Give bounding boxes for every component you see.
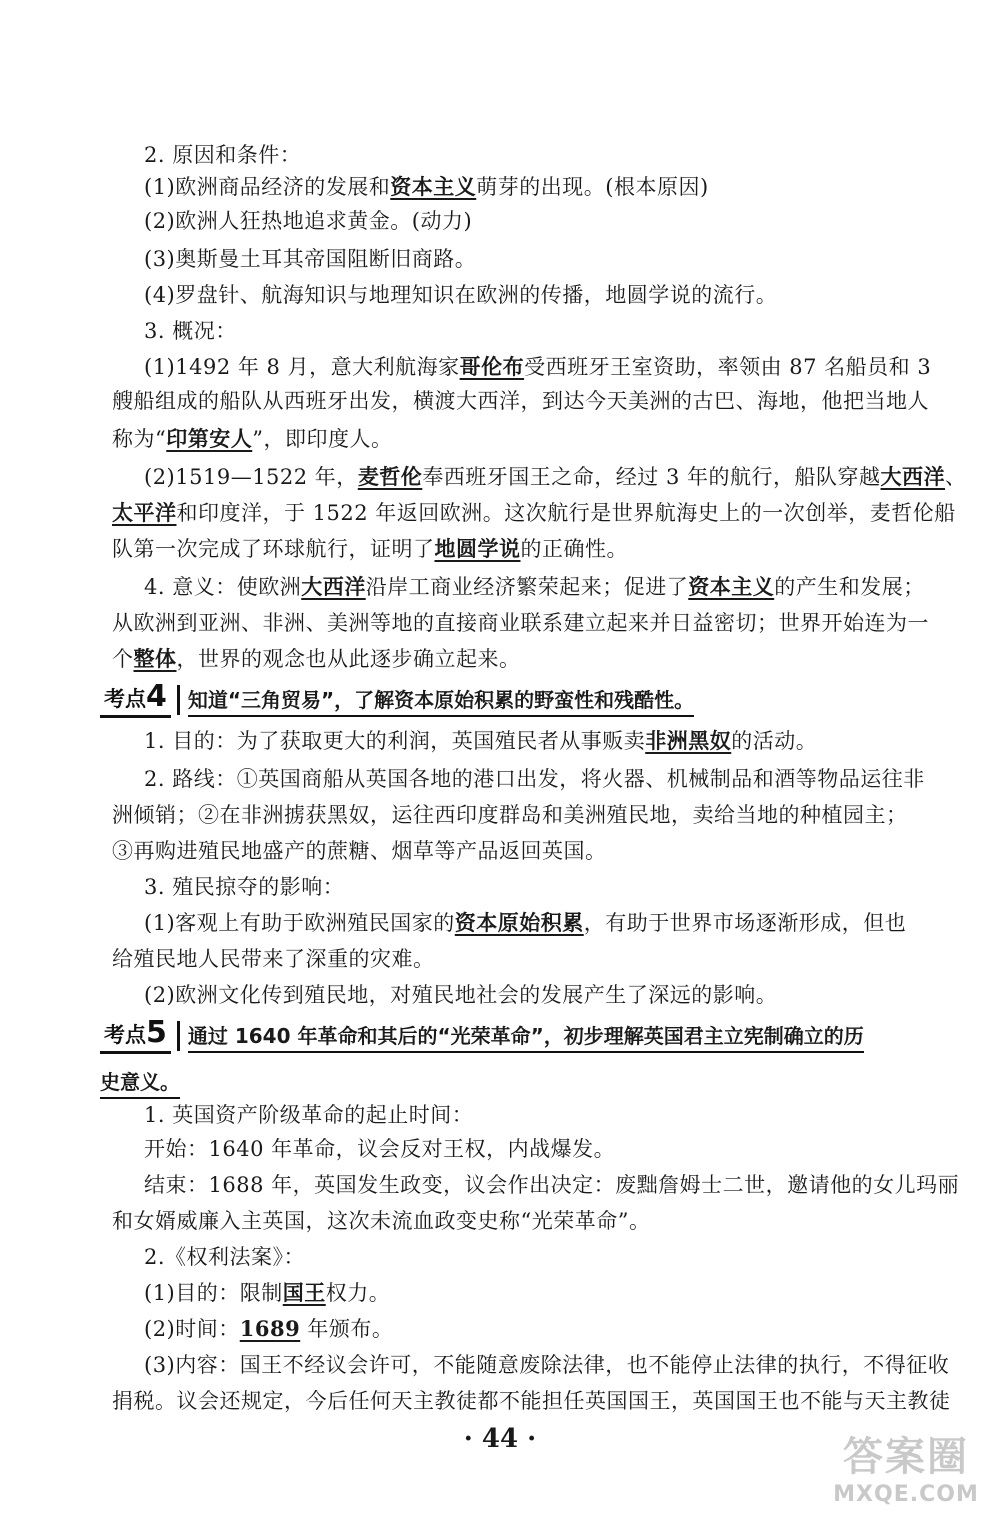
kaodian-label: 考点5	[100, 1018, 171, 1054]
kaodian-title-continued: 史意义。	[100, 1066, 180, 1099]
text-line: ③再购进殖民地盛产的蔗糖、烟草等产品返回英国。	[112, 839, 607, 863]
text-line: 1. 目的：为了获取更大的利润，英国殖民者从事贩卖非洲黑奴的活动。	[144, 728, 818, 753]
text-line: 给殖民地人民带来了深重的灾难。	[112, 947, 435, 971]
text-line: (2)欧洲文化传到殖民地，对殖民地社会的发展产生了深远的影响。	[144, 983, 778, 1007]
text-line: (3)内容：国王不经议会许可，不能随意废除法律，也不能停止法律的执行，不得征收	[144, 1353, 950, 1377]
text-line: 2. 路线：①英国商船从英国各地的港口出发，将火器、机械制品和酒等物品运往非	[144, 767, 925, 791]
text-line: 队第一次完成了环球航行，证明了地圆学说的正确性。	[112, 536, 628, 561]
text-line: (1)客观上有助于欧洲殖民国家的资本原始积累，有助于世界市场逐渐形成，但也	[144, 910, 907, 935]
text-line: (1)目的：限制国王权力。	[144, 1280, 391, 1305]
text-line: 从欧洲到亚洲、非洲、美洲等地的直接商业联系建立起来并日益密切；世界开始连为一	[112, 611, 929, 635]
text-line: 1. 英国资产阶级革命的起止时间：	[144, 1103, 474, 1127]
key-term: 非洲黑奴	[645, 728, 732, 753]
text-line: 4. 意义：使欧洲大西洋沿岸工商业经济繁荣起来；促进了资本主义的产生和发展；	[144, 574, 925, 599]
text-line: 和女婿威廉入主英国，这次未流血政变史称“光荣革命”。	[112, 1209, 651, 1233]
key-term: 哥伦布	[459, 354, 525, 379]
key-term: 资本原始积累	[454, 910, 584, 935]
text-line: 开始：1640 年革命，议会反对王权，内战爆发。	[144, 1137, 616, 1161]
text-line: 3. 殖民掠夺的影响：	[144, 875, 345, 899]
key-term: 地圆学说	[434, 536, 521, 561]
key-term: 太平洋	[112, 500, 177, 525]
kaodian-4-heading	[100, 680, 694, 720]
divider	[177, 1021, 180, 1051]
text-line: 2. 原因和条件：	[144, 143, 302, 167]
text-line: 洲倾销；②在非洲掳获黑奴，运往西印度群岛和美洲殖民地，卖给当地的种植园主；	[112, 803, 908, 827]
key-term: 国王	[282, 1280, 326, 1305]
text-line: 个整体，世界的观念也从此逐步确立起来。	[112, 646, 521, 671]
key-term: 资本主义	[390, 174, 477, 199]
divider	[177, 685, 180, 715]
text-line: 3. 概况：	[144, 319, 237, 343]
text-line: 2.《权利法案》：	[144, 1245, 306, 1269]
text-line: 捐税。议会还规定，今后任何天主教徒都不能担任英国国王，英国国王也不能与天主教徒	[112, 1389, 951, 1413]
text-line: (3)奥斯曼土耳其帝国阻断旧商路。	[144, 247, 477, 271]
text-line: (2)1519—1522 年，麦哲伦奉西班牙国王之命，经过 3 年的航行，船队穿越大西洋、	[144, 464, 967, 489]
text-line: 结束：1688 年，英国发生政变，议会作出决定：废黜詹姆士二世，邀请他的女儿玛丽	[144, 1173, 960, 1197]
key-term: 资本主义	[688, 574, 775, 599]
key-term: 大西洋	[301, 574, 366, 599]
kaodian-label: 考点4	[100, 682, 171, 718]
kaodian-title: 知道“三角贸易”，了解资本原始积累的野蛮性和残酷性。	[188, 684, 694, 717]
text-line: (1)1492 年 8 月，意大利航海家哥伦布受西班牙王室资助，率领由 87 名船员和 3	[144, 354, 932, 379]
text-line: (1)欧洲商品经济的发展和资本主义萌芽的出现。(根本原因)	[144, 174, 709, 199]
page-number: · 44 ·	[463, 1424, 537, 1454]
text-line: (4)罗盘针、航海知识与地理知识在欧洲的传播，地圆学说的流行。	[144, 283, 778, 307]
key-term: 大西洋	[880, 464, 946, 489]
text-line: (2)欧洲人狂热地追求黄金。(动力)	[144, 209, 473, 233]
key-term: 印第安人	[166, 426, 253, 451]
kaodian-title: 通过 1640 年革命和其后的“光荣革命”，初步理解英国君主立宪制确立的历	[188, 1020, 864, 1053]
key-term: 整体	[133, 646, 177, 671]
text-line: (2)时间：1689 年颁布。	[144, 1316, 394, 1341]
key-term: 1689	[239, 1316, 301, 1341]
text-line: 太平洋和印度洋，于 1522 年返回欧洲。这次航行是世界航海史上的一次创举，麦哲伦船	[112, 500, 956, 525]
text-line: 艘船组成的船队从西班牙出发，横渡大西洋，到达今天美洲的古巴、海地，他把当地人	[112, 389, 929, 413]
watermark-logo: 答案圈 MXQE.COM	[833, 1434, 979, 1507]
key-term: 麦哲伦	[357, 464, 423, 489]
text-line: 称为“印第安人”，即印度人。	[112, 426, 393, 451]
kaodian-5-heading	[100, 1016, 864, 1056]
